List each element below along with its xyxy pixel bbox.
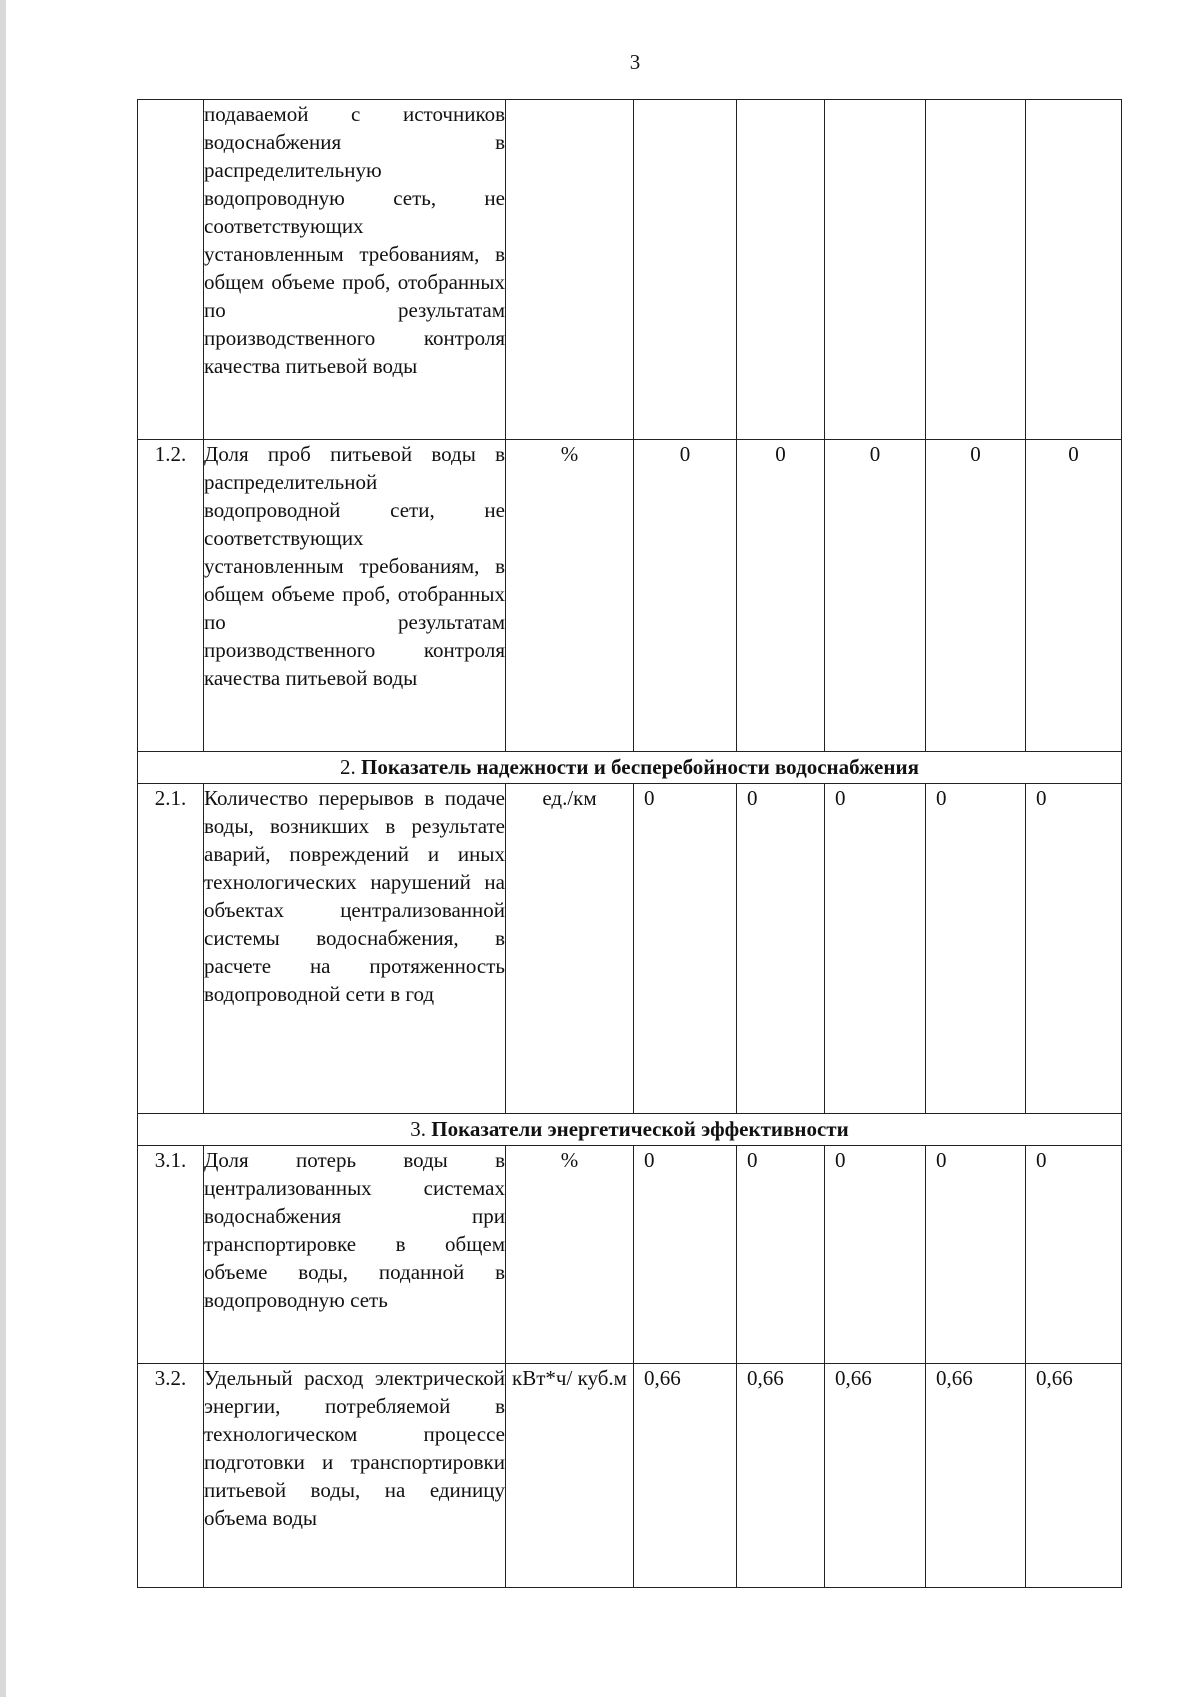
- value-cell: 0: [926, 1146, 1026, 1364]
- section-heading: [138, 752, 1122, 784]
- indicator-description: Доля проб питьевой воды в распределительной водопроводной сети, не соответствующих установленным требованиям, в общем объеме проб, отобранных по результатам производственного контроля качества питьевой воды: [204, 440, 506, 752]
- value-cell: 0: [825, 1146, 926, 1364]
- row-number: 3.2.: [138, 1364, 204, 1588]
- value-cell: [634, 100, 737, 440]
- value-cell: 0,66: [825, 1364, 926, 1588]
- value-cell: [926, 100, 1026, 440]
- table-row: [138, 100, 1122, 440]
- section-number: 2.: [340, 755, 356, 779]
- unit-cell: %: [506, 440, 634, 752]
- value-cell: 0: [634, 784, 737, 1114]
- scan-edge: [0, 0, 6, 1697]
- value-cell: 0,66: [634, 1364, 737, 1588]
- value-cell: 0,66: [737, 1364, 825, 1588]
- page-number: 3: [629, 50, 641, 74]
- value-cell: 0: [926, 440, 1026, 752]
- section-title: Показатель надежности и бесперебойности водоснабжения: [361, 755, 919, 779]
- indicator-description: Количество перерывов в подаче воды, возникших в результате аварий, повреждений и иных технологических нарушений на объектах централизованной системы водоснабжения, в расчете на протяженность водопроводной сети в год: [204, 784, 506, 1114]
- section-header-row: [138, 752, 1122, 784]
- indicator-description: подаваемой с источников водоснабжения в распределительную водопроводную сеть, не соответствующих установленным требованиям, в общем объеме проб, отобранных по результатам производственного контроля качества питьевой воды: [204, 100, 506, 440]
- unit-cell: %: [506, 1146, 634, 1364]
- indicators-table: [137, 99, 1122, 1588]
- section-title: Показатели энергетической эффективности: [431, 1117, 849, 1141]
- row-number: 2.1.: [138, 784, 204, 1114]
- section-number: 3.: [410, 1117, 427, 1141]
- section-heading: [138, 1114, 1122, 1146]
- value-cell: 0: [737, 440, 825, 752]
- unit-cell: [506, 100, 634, 440]
- indicator-description: Доля потерь воды в централизованных системах водоснабжения при транспортировке в общем объеме воды, поданной в водопроводную сеть: [204, 1146, 506, 1364]
- row-number: 3.1.: [138, 1146, 204, 1364]
- row-number: [138, 100, 204, 440]
- value-cell: 0: [825, 440, 926, 752]
- unit-cell: кВт*ч/ куб.м: [506, 1364, 634, 1588]
- value-cell: 0: [634, 440, 737, 752]
- value-cell: [825, 100, 926, 440]
- indicator-description: Удельный расход электрической энергии, потребляемой в технологическом процессе подготовки и транспортировки питьевой воды, на единицу объема воды: [204, 1364, 506, 1588]
- value-cell: [1026, 100, 1122, 440]
- value-cell: 0: [737, 784, 825, 1114]
- table-row: [138, 1364, 1122, 1588]
- value-cell: 0,66: [1026, 1364, 1122, 1588]
- value-cell: 0: [825, 784, 926, 1114]
- table-row: [138, 440, 1122, 752]
- value-cell: 0: [1026, 784, 1122, 1114]
- unit-cell: ед./км: [506, 784, 634, 1114]
- value-cell: [737, 100, 825, 440]
- section-header-row: [138, 1114, 1122, 1146]
- value-cell: 0: [1026, 1146, 1122, 1364]
- value-cell: 0: [1026, 440, 1122, 752]
- table-row: [138, 1146, 1122, 1364]
- value-cell: 0: [634, 1146, 737, 1364]
- table-row: [138, 784, 1122, 1114]
- value-cell: 0: [737, 1146, 825, 1364]
- value-cell: 0: [926, 784, 1026, 1114]
- row-number: 1.2.: [138, 440, 204, 752]
- value-cell: 0,66: [926, 1364, 1026, 1588]
